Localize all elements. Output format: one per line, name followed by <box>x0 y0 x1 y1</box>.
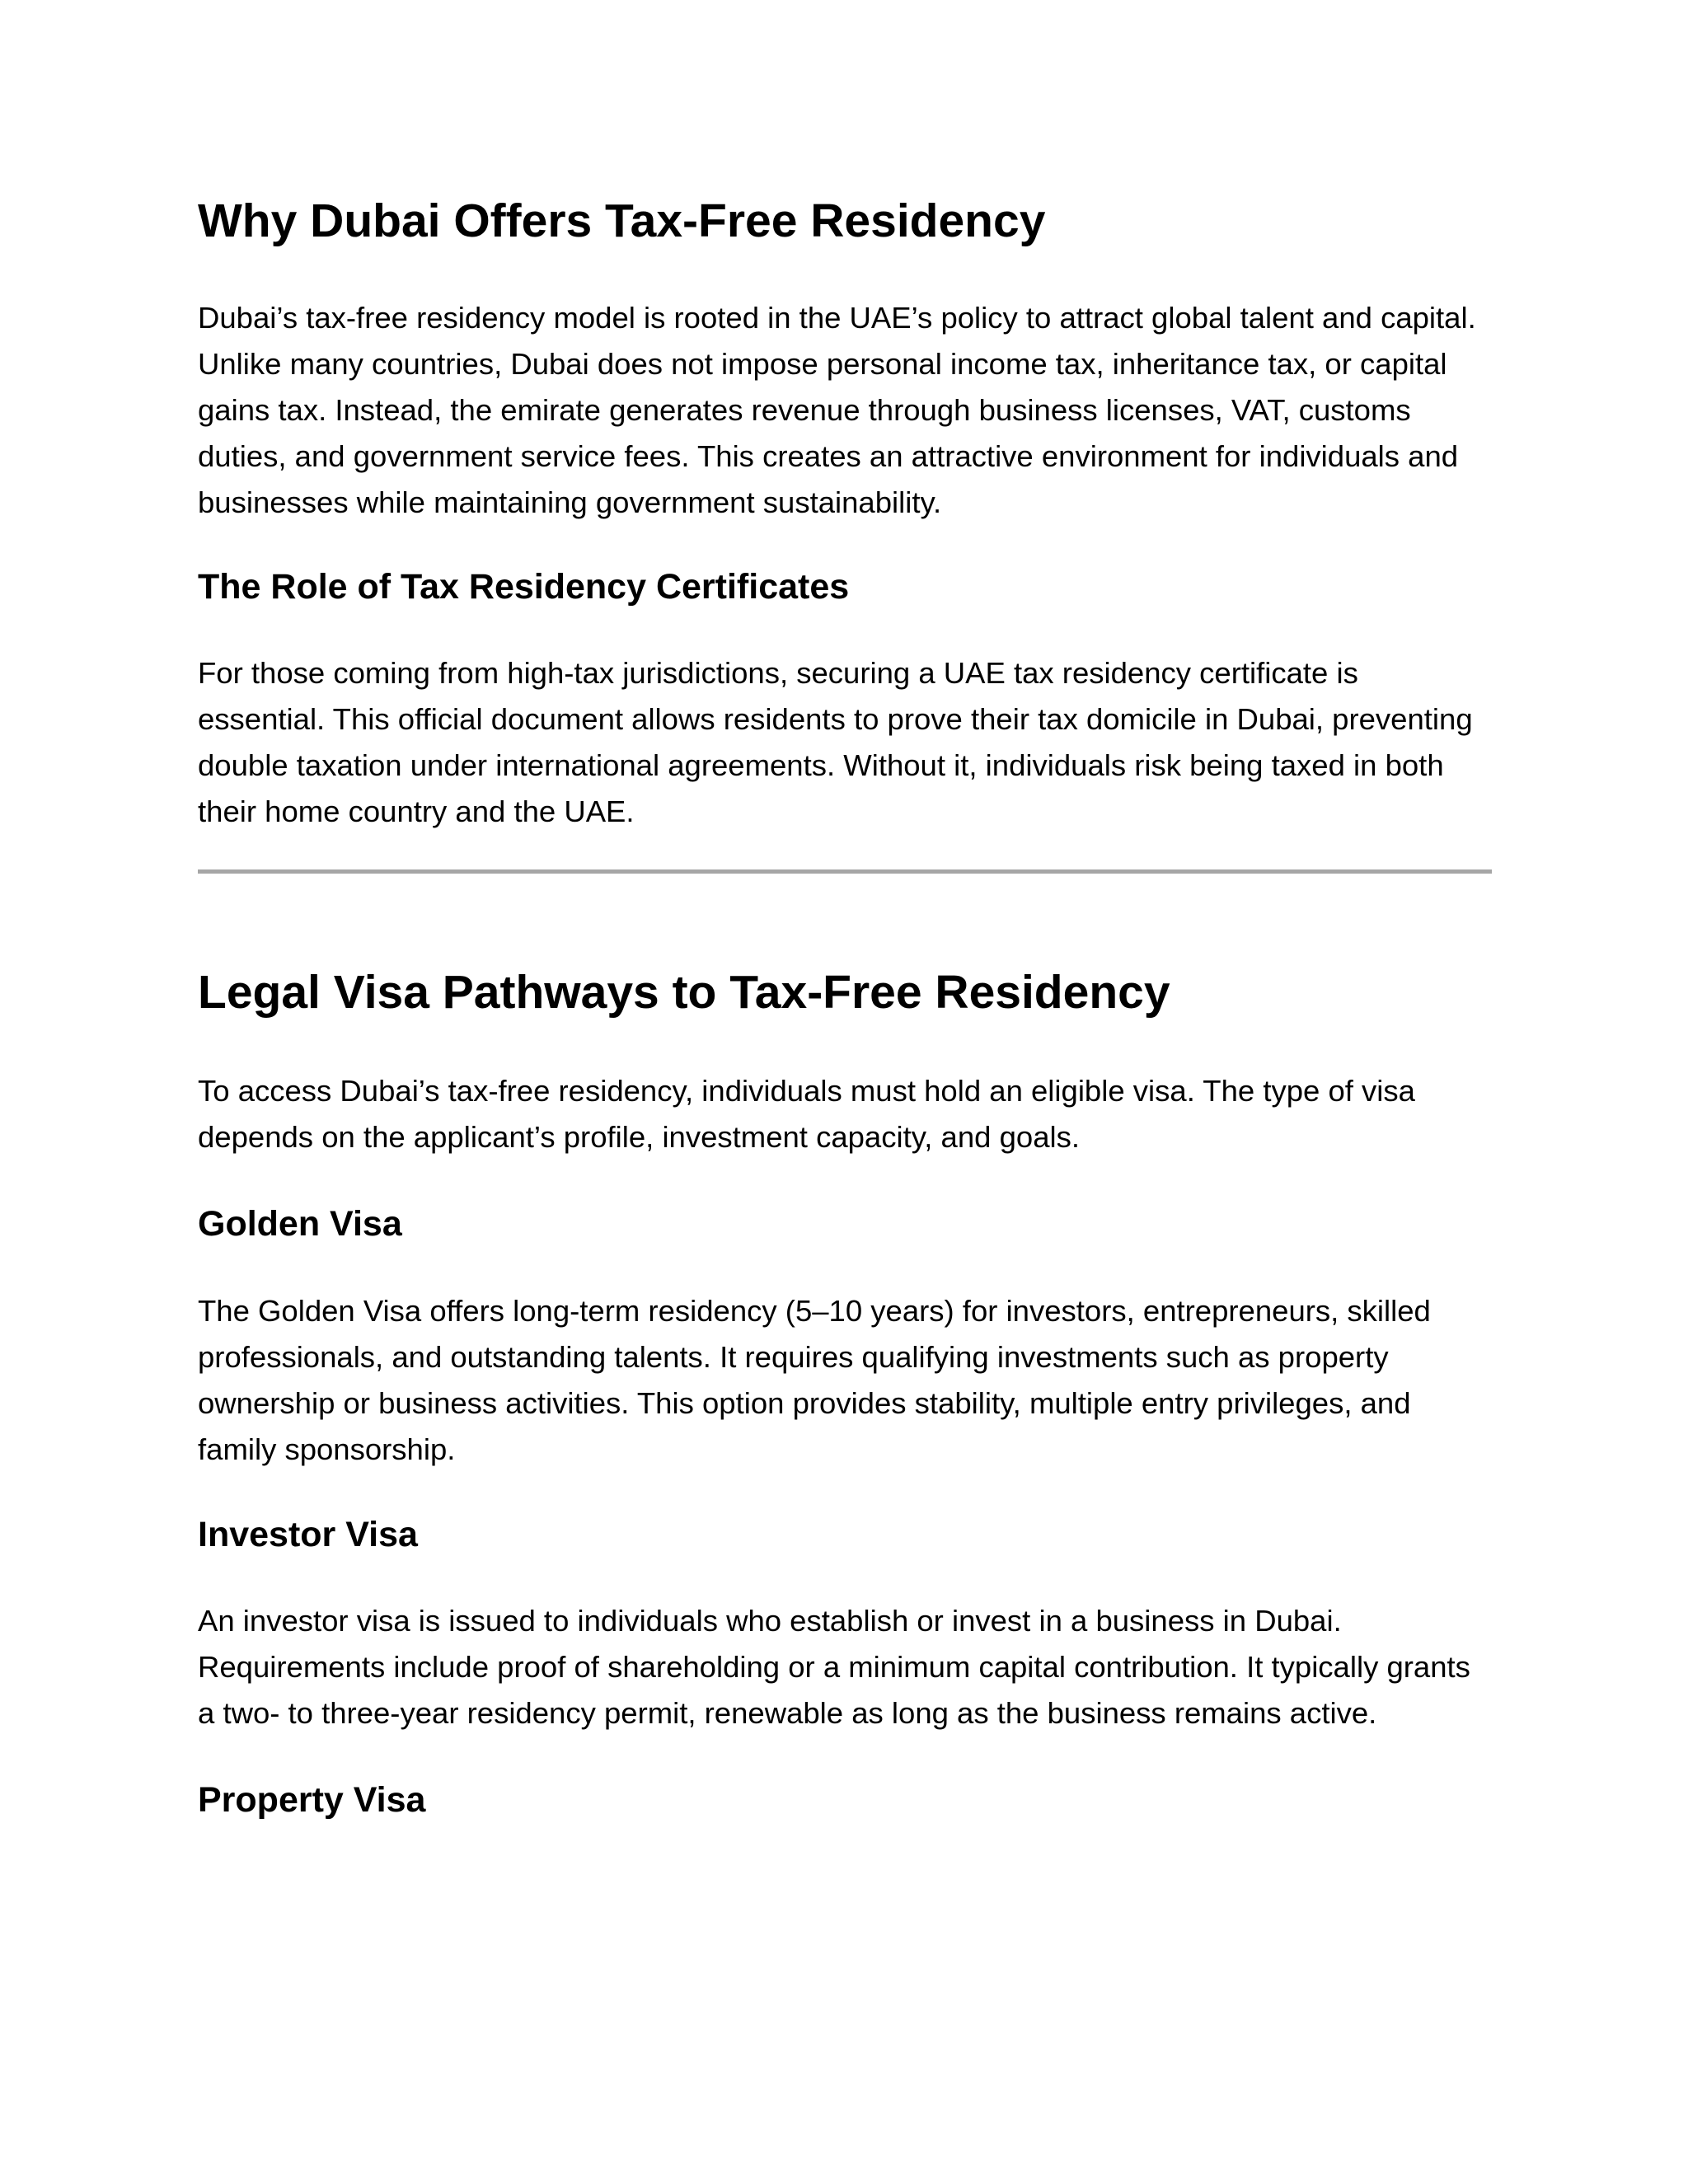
subheading-golden-visa: Golden Visa <box>198 1204 402 1244</box>
subheading-investor-visa: Investor Visa <box>198 1515 418 1554</box>
section-heading-tax-free-residency: Why Dubai Offers Tax-Free Residency <box>198 194 1046 247</box>
section-heading-visa-pathways: Legal Visa Pathways to Tax-Free Residency <box>198 966 1170 1019</box>
section-divider <box>198 869 1492 874</box>
paragraph-investor-visa: An investor visa is issued to individuals who establish or invest in a business in Dubai. Requirements include proof of shareholding or a minimum capital contribution. It typically grants a two- to three-year residency permit, renewable as long as the business remains active. <box>198 1604 1470 1730</box>
paragraph-tax-residency-certificates: For those coming from high-tax jurisdictions, securing a UAE tax residency certificate is essential. This official document allows residents to prove their tax domicile in Dubai, preventing double taxation under international agreements. Without it, individuals risk being taxed in both their home country and the UAE. <box>198 656 1473 828</box>
subheading-property-visa: Property Visa <box>198 1780 426 1820</box>
section-intro-tax-free-residency: Dubai’s tax-free residency model is rooted in the UAE’s policy to attract global talent and capital. Unlike many countries, Dubai does not impose personal income tax, inheritance tax, or capital gains tax. Instead, the emirate generates revenue through business licenses, VAT, customs duties, and government service fees. This creates an attractive environment for individuals and businesses while maintaining government sustainability. <box>198 301 1476 519</box>
subheading-tax-residency-certificates: The Role of Tax Residency Certificates <box>198 567 850 607</box>
section-intro-visa-pathways: To access Dubai’s tax-free residency, individuals must hold an eligible visa. The type of visa depends on the applicant’s profile, investment capacity, and goals. <box>198 1074 1415 1154</box>
paragraph-golden-visa: The Golden Visa offers long-term residency (5–10 years) for investors, entrepreneurs, skilled professionals, and outstanding talents. It requires qualifying investments such as property ownership or business activities. This option provides stability, multiple entry privileges, and family sponsorship. <box>198 1294 1431 1466</box>
